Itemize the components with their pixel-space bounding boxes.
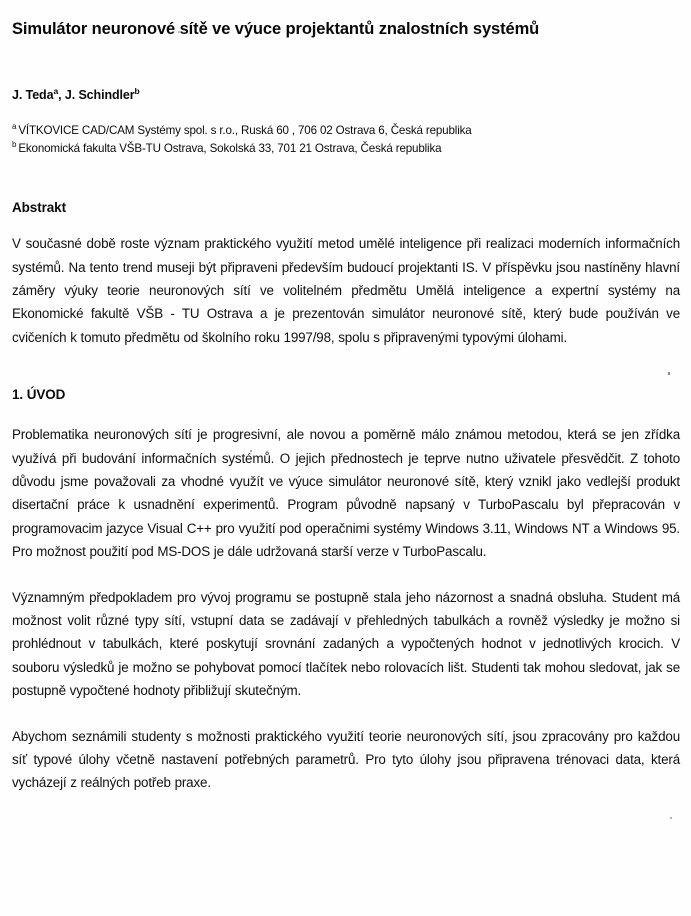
abstract-heading: Abstrakt — [12, 200, 66, 216]
affiliation-text-b: Ekonomická fakulta VŠB-TU Ostrava, Sokolská 33, 701 21 Ostrava, Česká republika — [18, 142, 442, 156]
author-name-first: J. Teda — [12, 88, 54, 103]
affiliation-text-a: VÍTKOVICE CAD/CAM Systémy spol. s r.o., Ruská 60 , 706 02 Ostrava 6, Česká republika — [18, 124, 472, 138]
scan-artifact — [178, 31, 180, 33]
author-separator: , — [58, 88, 65, 103]
page-title: Simulátor neuronové sítě ve výuce projektantů znalostních systémů — [12, 20, 540, 38]
section-paragraph: Významným předpokladem pro vývoj programu se postupně stala jeho názornost a snadná obsluha. Student má možnost volit různé typy sítí, vstupní data se zadávají v přehledných tabulkách a rovněž výsledky je možno si prohlédnout v tabulkách, které poskytují srovnání zadaných a vypočtených hodnot v jednotlivých krocich. V souboru výsledků je možno se pohybovat pomocí tlačítek nebo rolovacích lišt. Studenti tak mohou sledovat, jak se postupně vypočtené hodnoty přibližují skutečným. — [12, 589, 680, 699]
abstract-paragraph: V současné době roste význam praktického využití metod umělé inteligence při realizaci moderních informačních systémů. Na tento trend museji být připraveni především budoucí projektanti IS. V příspěvku jsou nastíněny hlavní záměry výuky teorie neuronových sítí ve volitelném předmětu Umělá inteligence a expertní systémy na Ekonomické fakultě VŠB - TU Ostrava a je prezentován simulátor neuronové sítě, který bude používán ve cvičeních k tomuto předmětu od školního roku 1997/98, spolu s připravenými typovými úlohami. — [12, 236, 680, 345]
section-paragraph: Problematika neuronových sítí je progresivní, ale novou a poměrně málo známou metodou, která se jen zřídka využívá při budování informačních systémů. O jejich přednostech je teprve nutno uživatele přesvědčit. Z tohoto důvodu jsme považovali za vhodné využít ve výuce simulátor neuronové sítě, který vznikl jako vedlejší produkt disertační práce k usnadnění experimentů. Program původně napsaný v TurboPascalu byl přepracován v programovacim jazyce Visual C++ pro využití pod operačnimi systémy Windows 3.11, Windows NT a Windows 95. Pro možnost použití pod MS-DOS je dále udržovaná starší verze v TurboPascalu. — [12, 427, 680, 560]
affiliation-line-b — [12, 140, 680, 158]
author-affiliation-marker-a: a — [53, 85, 59, 96]
affiliation-marker-a: a — [12, 122, 17, 132]
scan-artifact — [670, 817, 672, 819]
affiliation-marker-b: b — [12, 140, 17, 150]
author-name-second: J. Schindler — [64, 88, 135, 103]
section-heading-introduction: 1. ÚVOD — [12, 387, 66, 403]
affiliation-block — [12, 102, 680, 158]
affiliation-line-a — [12, 122, 680, 140]
section-paragraph: Abychom seznámili studenty s možnosti praktického využití teorie neuronových sítí, jsou zpracovány pro každou síť typové úlohy včetně nastavení potřebných parametrů. Pro tyto úlohy jsou připravena trénovaci data, která vycházejí z reálných potřeb praxe. — [12, 728, 680, 791]
author-list — [12, 38, 680, 102]
scan-artifact — [668, 372, 670, 375]
author-affiliation-marker-b: b — [134, 85, 140, 96]
scan-artifact — [250, 450, 252, 452]
page-content-column — [12, 0, 680, 795]
